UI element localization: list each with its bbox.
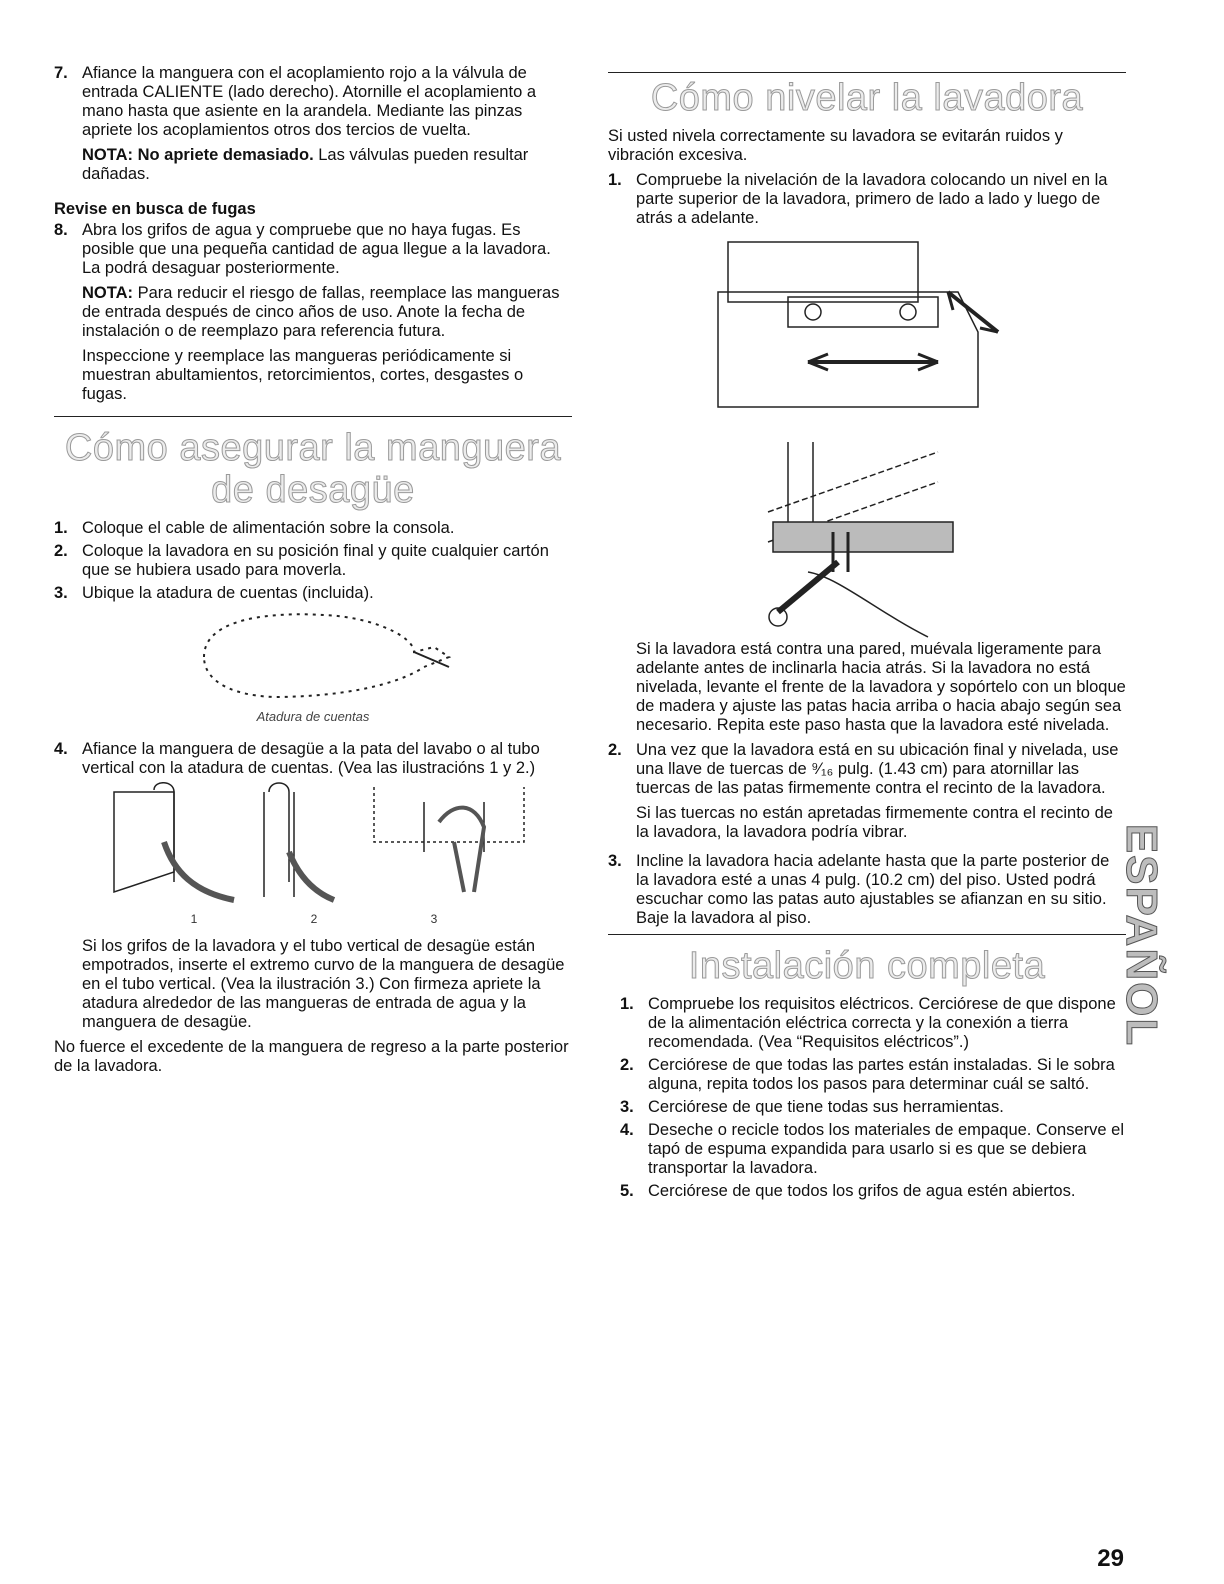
- step-text: Deseche o recicle todos los materiales de empaque. Conserve el tapó de espuma expandida para usarlo si es que se debiera transportar la lavadora.: [648, 1121, 1125, 1177]
- complete-step-1: [620, 995, 1126, 1052]
- step-number: 1.: [608, 171, 622, 189]
- complete-step-2: [620, 1056, 1126, 1094]
- language-side-tab: [1118, 812, 1166, 1058]
- section-divider: [608, 72, 1126, 73]
- step-4-extra: Si los grifos de la lavadora y el tubo vertical de desagüe están empotrados, inserte el extremo curvo de la manguera de desagüe en el tubo vertical. (Vea la ilustración 3.) Con firmeza apriete la atadura alrededor de las mangueras de entrada de agua y la manguera de desagüe.: [82, 937, 565, 1031]
- step-number: 8.: [54, 221, 68, 239]
- leaks-heading: Revise en busca de fugas: [54, 200, 256, 218]
- step-text: Una vez que la lavadora está en su ubicación final y nivelada, use una llave de tuercas de ⁹⁄₁₆ pulg. (1.43 cm) para atornillar las tuercas de las patas firmemente contra el recinto de la lavadora.: [636, 741, 1119, 797]
- step-text: Cerciórese de que todas las partes están instaladas. Si le sobra alguna, repita todos los pasos para determinar cuál se saltó.: [648, 1056, 1115, 1093]
- left-column: [54, 64, 572, 1082]
- level-section-title: Cómo nivelar la lavadora: [650, 77, 1084, 119]
- drain-section-title: Cómo asegurar la manguera de desagüe: [64, 427, 562, 511]
- closing-paragraph: No fuerce el excedente de la manguera de regreso a la parte posterior de la lavadora.: [54, 1038, 569, 1075]
- step-number: 3.: [54, 584, 68, 602]
- step-number: 5.: [620, 1182, 634, 1200]
- level-intro: Si usted nivela correctamente su lavadora se evitarán ruidos y vibración excesiva.: [608, 127, 1063, 164]
- step-number: 2.: [54, 542, 68, 560]
- section-divider: [54, 416, 572, 417]
- bead-tie-illustration: [54, 607, 572, 707]
- note-label: NOTA:: [82, 284, 134, 302]
- level-step-3: [608, 852, 1126, 928]
- step-number: 1.: [54, 519, 68, 537]
- step-extra: Inspeccione y reemplace las mangueras periódicamente si muestran abultamientos, retorcimientos, cortes, desgastes o fugas.: [82, 347, 524, 403]
- note-text: Las válvulas pueden resultar dañadas.: [82, 146, 529, 183]
- step-text: Afiance la manguera con el acoplamiento rojo a la válvula de entrada CALIENTE (lado derecho). Atornille el acoplamiento a mano hasta que asiente en la arandela. Mediante las pinzas apriete los acoplamientos otros dos tercios de vuelta.: [82, 64, 536, 139]
- illustration-numbers: [134, 910, 494, 929]
- step-8: [54, 221, 572, 410]
- illustration-3-label: 3: [430, 912, 438, 926]
- level-step-2: [608, 741, 1126, 848]
- step-text: Afiance la manguera de desagüe a la pata del lavabo o al tubo vertical con la atadura de cuentas. (Vea las ilustracións 1 y 2.): [82, 740, 540, 777]
- step-text: Compruebe los requisitos eléctricos. Cerciórese de que dispone de la alimentación eléctrica correcta y la conexión a tierra recomendada. (Vea “Requisitos eléctricos”.): [648, 995, 1116, 1051]
- step-text: Cerciórese de que todos los grifos de agua estén abiertos.: [648, 1182, 1076, 1200]
- step-number: 1.: [620, 995, 634, 1013]
- step-text: Abra los grifos de agua y compruebe que no haya fugas. Es posible que una pequeña cantidad de agua llegue a la lavadora. La podrá desaguar posteriormente.: [82, 221, 551, 277]
- complete-step-4: [620, 1121, 1126, 1178]
- step-text: Incline la lavadora hacia adelante hasta que la parte posterior de la lavadora esté a unas 4 pulg. (10.2 cm) del piso. Usted podrá escuchar como las patas auto ajustables se afianzan en su sitio. Baje la lavadora al piso.: [636, 852, 1110, 927]
- level-step-1-extra: Si la lavadora está contra una pared, muévala ligeramente para adelante antes de inclinarla hacia atrás. Si la lavadora no está nivelada, levante el frente de la lavadora y sopórtelo con un bloque de madera y ajuste las patas hacia arriba o hacia abajo según sea necesario. Repita este paso hasta que la lavadora esté nivelada.: [636, 640, 1126, 734]
- drain-step-1: [54, 519, 572, 538]
- note: [82, 284, 572, 341]
- illustration-2-label: 2: [310, 912, 318, 926]
- step-text: Compruebe la nivelación de la lavadora colocando un nivel en la parte superior de la lavadora, primero de lado a lado y luego de atrás a adelante.: [636, 171, 1108, 227]
- step-number: 4.: [620, 1121, 634, 1139]
- page-number: 29: [1097, 1545, 1124, 1572]
- complete-step-3: [620, 1098, 1126, 1117]
- language-label: ESPAÑOL: [1117, 823, 1167, 1047]
- note-label: NOTA: No apriete demasiado.: [82, 146, 314, 164]
- complete-step-5: [620, 1182, 1126, 1201]
- level-step-1: [608, 171, 1126, 228]
- bead-tie-caption: Atadura de cuentas: [256, 709, 370, 724]
- note: [82, 146, 572, 184]
- step-number: 4.: [54, 740, 68, 758]
- step-text: Coloque la lavadora en su posición final y quite cualquier cartón que se hubiera usado para moverla.: [82, 542, 549, 579]
- section-divider: [608, 934, 1126, 935]
- right-column: [608, 64, 1126, 1205]
- washer-leveling-illustration: [608, 232, 1126, 640]
- step-text: Cerciórese de que tiene todas sus herramientas.: [648, 1098, 1004, 1116]
- drain-hose-illustrations: [54, 782, 572, 910]
- step-7: [54, 64, 572, 190]
- step-extra: Si las tuercas no están apretadas firmemente contra el recinto de la lavadora, la lavadora podría vibrar.: [636, 804, 1113, 841]
- drain-step-2: [54, 542, 572, 580]
- step-text: Ubique la atadura de cuentas (incluida).: [82, 584, 374, 602]
- step-number: 3.: [608, 852, 622, 870]
- drain-step-4: [54, 740, 572, 778]
- step-number: 7.: [54, 64, 68, 82]
- drain-step-3: [54, 584, 572, 603]
- step-text: Coloque el cable de alimentación sobre la consola.: [82, 519, 455, 537]
- step-number: 2.: [608, 741, 622, 759]
- illustration-1-label: 1: [190, 912, 198, 926]
- step-number: 2.: [620, 1056, 634, 1074]
- note-text: Para reducir el riesgo de fallas, reemplace las mangueras de entrada después de cinco años de uso. Anote la fecha de instalación o de reemplazo para referencia futura.: [82, 284, 560, 340]
- step-number: 3.: [620, 1098, 634, 1116]
- complete-section-title: Instalación completa: [688, 945, 1046, 987]
